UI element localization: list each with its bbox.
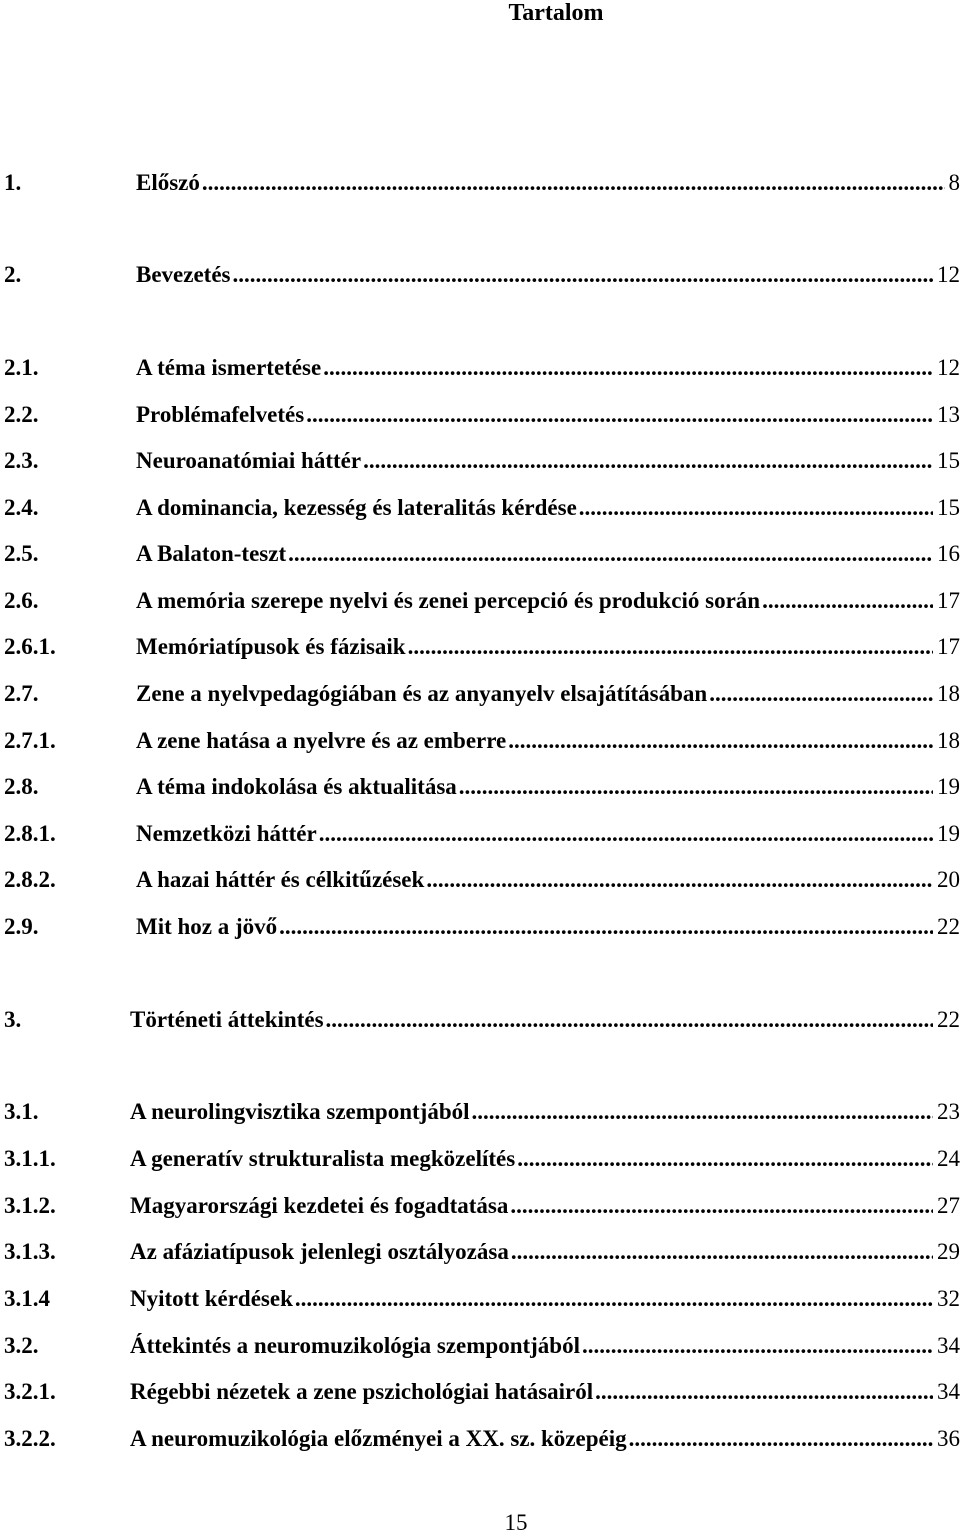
toc-entry-page: 15 (937, 446, 960, 476)
toc-entry-leader (306, 400, 933, 430)
toc-entry[interactable] (4, 1237, 960, 1267)
toc-entry-title: A Balaton-teszt (136, 539, 286, 569)
toc-entry[interactable] (4, 679, 960, 709)
toc-entry-number: 3.1.4 (4, 1284, 130, 1314)
toc-entry-title: A neuromuzikológia előzményei a XX. sz. közepéig (130, 1424, 627, 1454)
toc-entry-page: 27 (937, 1191, 960, 1221)
toc-entry-number: 3.1. (4, 1097, 130, 1127)
toc-entry[interactable] (4, 446, 960, 476)
toc-entry-page: 17 (937, 632, 960, 662)
toc-entry-number: 2.7. (4, 679, 136, 709)
toc-entry-leader (279, 912, 933, 942)
toc-entry-leader (579, 493, 933, 523)
toc-entry-number: 2.4. (4, 493, 136, 523)
toc-entry-number: 2. (4, 260, 136, 290)
toc-entry-page: 34 (937, 1331, 960, 1361)
toc-entry-title: Bevezetés (136, 260, 231, 290)
toc-entry-page: 12 (937, 353, 960, 383)
toc-entry-number: 3.2. (4, 1331, 130, 1361)
toc-entry-leader (595, 1377, 933, 1407)
toc-entry-page: 29 (937, 1237, 960, 1267)
toc-entry-page: 18 (937, 679, 960, 709)
toc-entry-page: 16 (937, 539, 960, 569)
toc-entry[interactable] (4, 865, 960, 895)
toc-entry-leader (508, 726, 933, 756)
toc-entry-number: 3. (4, 1005, 130, 1035)
toc-entry-number: 2.1. (4, 353, 136, 383)
toc-entry-leader (510, 1191, 933, 1221)
toc-entry-leader (295, 1284, 933, 1314)
toc-entry-number: 2.8. (4, 772, 136, 802)
toc-entry-title: A dominancia, kezesség és lateralitás kérdése (136, 493, 577, 523)
toc-entry-title: Problémafelvetés (136, 400, 304, 430)
toc-entry[interactable] (4, 632, 960, 662)
toc-entry-page: 24 (937, 1144, 960, 1174)
toc-entry[interactable] (4, 539, 960, 569)
toc-entry[interactable] (4, 1191, 960, 1221)
toc-entry-leader (762, 586, 933, 616)
toc-entry-number: 1. (4, 168, 136, 198)
toc-entry-title: Magyarországi kezdetei és fogadtatása (130, 1191, 508, 1221)
toc-entry[interactable] (4, 353, 960, 383)
toc-entry-leader (326, 1005, 933, 1035)
toc-entry-leader (323, 353, 933, 383)
toc-entry-title: A memória szerepe nyelvi és zenei percepció és produkció során (136, 586, 760, 616)
toc-entry-page: 22 (937, 1005, 960, 1035)
toc-entry-number: 2.5. (4, 539, 136, 569)
toc-entry[interactable] (4, 1284, 960, 1314)
toc-entry-title: Neuroanatómiai háttér (136, 446, 361, 476)
toc-entry-page: 36 (937, 1424, 960, 1454)
toc-entry-number: 2.3. (4, 446, 136, 476)
toc-entry-leader (233, 260, 934, 290)
toc-entry-title: Mit hoz a jövő (136, 912, 277, 942)
toc-entry-number: 2.9. (4, 912, 136, 942)
toc-entry[interactable] (4, 493, 960, 523)
toc-entry-title: Régebbi nézetek a zene pszichológiai hatásairól (130, 1377, 593, 1407)
toc-entry-title: Nyitott kérdések (130, 1284, 293, 1314)
toc-entry[interactable] (4, 1005, 960, 1035)
toc-entry-number: 2.8.1. (4, 819, 136, 849)
toc-entry-title: A zene hatása a nyelvre és az emberre (136, 726, 506, 756)
toc-entry-page: 34 (937, 1377, 960, 1407)
toc-entry-leader (511, 1237, 933, 1267)
toc-entry-number: 2.6.1. (4, 632, 136, 662)
page-title: Tartalom (0, 0, 960, 26)
page-number: 15 (0, 1510, 960, 1536)
toc-entry-page: 17 (937, 586, 960, 616)
toc-entry-page: 22 (937, 912, 960, 942)
toc-entry-number: 2.2. (4, 400, 136, 430)
toc-entry[interactable] (4, 819, 960, 849)
toc-entry-leader (472, 1097, 934, 1127)
toc-entry[interactable] (4, 260, 960, 290)
toc-entry[interactable] (4, 726, 960, 756)
toc-entry-title: A hazai háttér és célkitűzések (136, 865, 424, 895)
toc-entry-leader (426, 865, 933, 895)
toc-entry-title: Áttekintés a neuromuzikológia szempontjából (130, 1331, 580, 1361)
toc-entry-title: A téma indokolása és aktualitása (136, 772, 457, 802)
toc-entry-number: 3.2.1. (4, 1377, 130, 1407)
toc-entry[interactable] (4, 772, 960, 802)
toc-entry[interactable] (4, 1097, 960, 1127)
toc-entry-leader (319, 819, 933, 849)
toc-entry-leader (582, 1331, 933, 1361)
toc-entry-title: A téma ismertetése (136, 353, 321, 383)
toc-entry-page: 18 (937, 726, 960, 756)
toc-entry-leader (517, 1144, 933, 1174)
toc-entry-page: 8 (949, 168, 960, 198)
toc-entry-number: 3.1.1. (4, 1144, 130, 1174)
toc-entry-page: 32 (937, 1284, 960, 1314)
toc-entry-title: Előszó (136, 168, 200, 198)
toc-entry-number: 2.6. (4, 586, 136, 616)
toc-entry-number: 2.7.1. (4, 726, 136, 756)
toc-entry-page: 12 (937, 260, 960, 290)
toc-entry-title: Nemzetközi háttér (136, 819, 317, 849)
toc-entry[interactable] (4, 1144, 960, 1174)
toc-entry-title: A neurolingvisztika szempontjából (130, 1097, 470, 1127)
toc-entry[interactable] (4, 1331, 960, 1361)
toc-entry-page: 19 (937, 772, 960, 802)
toc-entry-leader (629, 1424, 933, 1454)
toc-entry-leader (709, 679, 933, 709)
toc-entry-leader (459, 772, 933, 802)
toc-entry[interactable] (4, 1377, 960, 1407)
toc-entry-title: Zene a nyelvpedagógiában és az anyanyelv elsajátításában (136, 679, 707, 709)
toc-entry-number: 3.1.3. (4, 1237, 130, 1267)
toc-entry[interactable] (4, 400, 960, 430)
toc-entry-number: 3.2.2. (4, 1424, 130, 1454)
toc-entry-leader (288, 539, 933, 569)
toc-entry-title: Történeti áttekintés (130, 1005, 324, 1035)
toc-entry-leader (408, 632, 933, 662)
toc-entry-page: 20 (937, 865, 960, 895)
toc-entry-number: 2.8.2. (4, 865, 136, 895)
toc-entry[interactable] (4, 586, 960, 616)
toc-entry-page: 15 (937, 493, 960, 523)
toc-entry[interactable] (4, 168, 960, 198)
toc-entry-number: 3.1.2. (4, 1191, 130, 1221)
toc-entry-title: A generatív strukturalista megközelítés (130, 1144, 515, 1174)
toc-entry-leader (202, 168, 945, 198)
toc-entry-page: 23 (937, 1097, 960, 1127)
toc-entry-page: 19 (937, 819, 960, 849)
toc-entry-leader (363, 446, 933, 476)
toc-entry-title: Memóriatípusok és fázisaik (136, 632, 406, 662)
toc-entry-title: Az afáziatípusok jelenlegi osztályozása (130, 1237, 509, 1267)
toc-entry[interactable] (4, 1424, 960, 1454)
toc-entry-page: 13 (937, 400, 960, 430)
toc-entry[interactable] (4, 912, 960, 942)
